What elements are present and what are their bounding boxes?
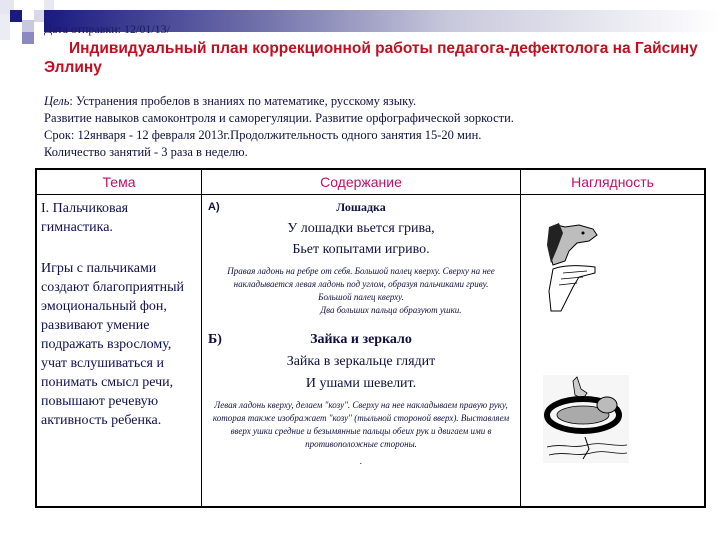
plan-info bbox=[44, 93, 514, 161]
exercise-a-line-2: Бьет копытами игриво. bbox=[292, 242, 430, 257]
info-line-2: Развитие навыков самоконтроля и саморегуляции. Развитие орфографической зоркости. bbox=[44, 111, 514, 125]
exercise-b-label: Б) bbox=[208, 332, 222, 347]
visual-cell bbox=[521, 195, 706, 508]
content-cell bbox=[202, 195, 521, 508]
header-visual: Наглядность bbox=[521, 169, 706, 195]
exercise-b-instructions: Левая ладонь кверху, делаем "козу". Сверху на нее накладываем правую руку, которая также изображает "козу" (тыльной стороной вверх). Выставляем вверх ушки средние и безымянные пальцы обеих рук и двигаем ими в противоположные стороны. . bbox=[212, 400, 510, 466]
plan-table bbox=[35, 168, 706, 508]
exercise-a-line-1: У лошадки вьется грива, bbox=[287, 221, 435, 236]
exercise-a-instructions: Правая ладонь на ребре от себя. Большой палец кверху. Сверху на нее накладывается левая ладонь под углом, образуя пальчиками гриву. Большой палец кверху. Два больших пальца образуют ушки. bbox=[227, 266, 495, 315]
table-row bbox=[36, 195, 705, 508]
exercise-b-line-1: Зайка в зеркальце глядит bbox=[286, 354, 436, 369]
bunny-mirror-illustration-icon bbox=[543, 375, 629, 463]
table-header-row bbox=[36, 169, 705, 195]
tema-cell bbox=[36, 195, 202, 508]
date-line: Дата отправки: 12/01/13/ bbox=[44, 22, 171, 36]
exercise-a-label: А) bbox=[208, 201, 220, 213]
horse-hand-illustration-icon bbox=[543, 221, 601, 313]
tema-description: Игры с пальчиками создают благоприятный эмоциональный фон, развивают умение подражать взрослому, учат вслушиваться и понимать смысл речи, повышают речевую активность ребенка. bbox=[41, 261, 185, 428]
header-tema: Тема bbox=[36, 169, 202, 195]
goal-line: Цель: Устранения пробелов в знаниях по математике, русскому языку. bbox=[44, 94, 417, 108]
tema-title: I. Пальчиковая гимнастика. bbox=[41, 201, 129, 235]
info-line-3: Срок: 12января - 12 февраля 2013г.Продолжительность одного занятия 15-20 мин. bbox=[44, 128, 482, 142]
page-title: Индивидуальный план коррекционной работы педагога-дефектолога на Гайсину Эллину bbox=[44, 40, 698, 76]
exercise-a-title: Лошадка bbox=[336, 200, 386, 214]
exercise-b-title: Зайка и зеркало bbox=[310, 332, 412, 347]
info-line-4: Количество занятий - 3 раза в неделю. bbox=[44, 145, 248, 159]
exercise-b-line-2: И ушами шевелит. bbox=[305, 376, 417, 391]
header-content: Содержание bbox=[202, 169, 521, 195]
